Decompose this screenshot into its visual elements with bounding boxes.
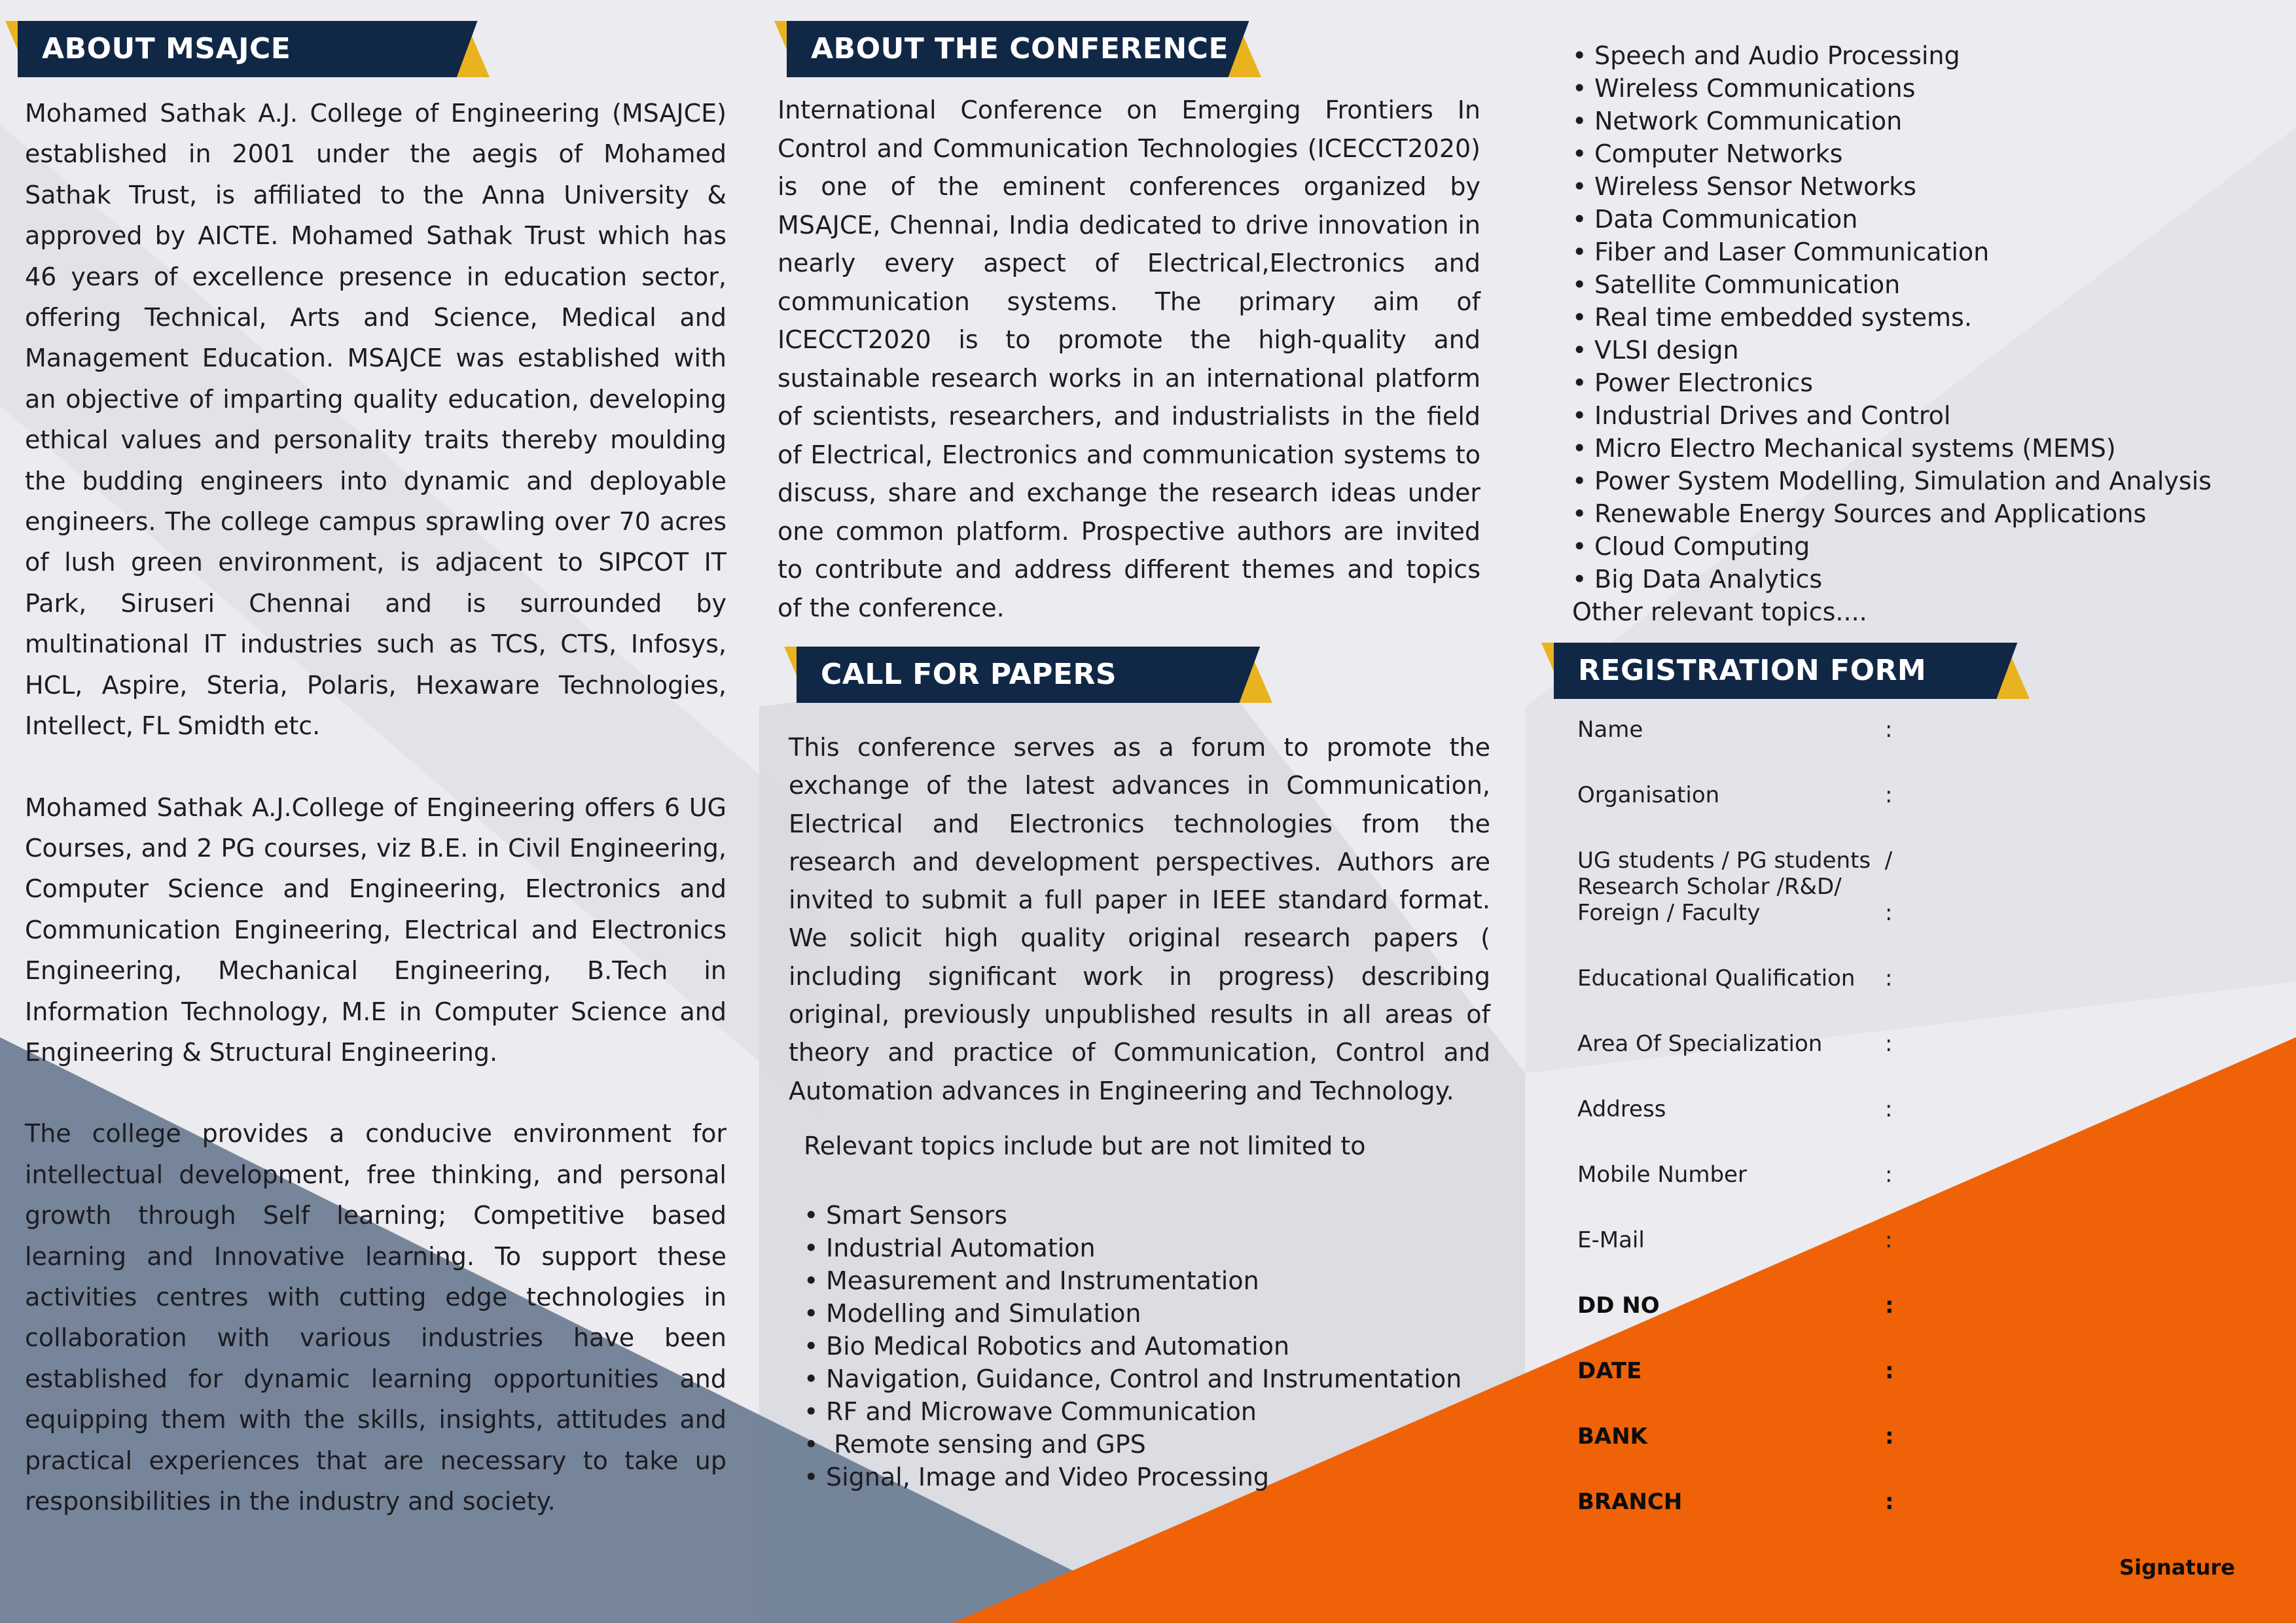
header-call-for-papers [784,647,1272,703]
more-topic-item-text: Cloud Computing [1594,532,1810,561]
form-field-colon: : [1885,1227,1893,1253]
more-topic-item [1572,530,2212,563]
bullet-icon: • [804,1234,819,1262]
form-field-label: BANK [1577,1423,1648,1450]
more-topic-item-text: VLSI design [1594,336,1739,365]
header-about-conference [774,21,1261,77]
cfp-topic-item [804,1264,1462,1297]
form-field-colon: : [1885,717,1893,743]
about-msajce-paragraph-3: The college provides a conducive environment for intellectual development, free thinking, and personal growth through Self learning; Competitive based learning and Innovative learning. To support these activities centres with cutting edge technologies in collaboration with various industries have been established for dynamic learning opportunities and equipping them with the skills, insights, attitudes and practical experiences that are necessary to take up responsibilities in the industry and society. [25,1119,726,1516]
more-topic-item [1572,432,2212,465]
more-topic-item-text: Speech and Audio Processing [1594,41,1960,70]
form-field-colon: : [1885,900,1893,926]
header-about-msajce [5,21,490,77]
cfp-topic-item-text: RF and Microwave Communication [826,1397,1257,1426]
bullet-icon: • [1572,172,1587,201]
form-field-colon: : [1885,1162,1893,1188]
more-topic-item-text: Micro Electro Mechanical systems (MEMS) [1594,434,2116,463]
more-topic-item [1572,268,2212,301]
bullet-icon: • [804,1397,819,1426]
form-field-label: BRANCH [1577,1489,1683,1515]
more-topic-item [1572,203,2212,236]
call-for-papers-paragraph: This conference serves as a forum to promote the exchange of the latest advances in Communication, Electrical and Electronics technologies from the research and development perspectives. Authors are invited to submit a full paper in IEEE standard format. We solicit high quality original research papers ( including significant work in progress) describing original, previously unpublished results in all areas of theory and practice of Communication, Control and Automation advances in Engineering and Technology. [789,733,1490,1105]
header-registration-form-label: REGISTRATION FORM [1578,654,1927,687]
more-topic-item [1572,39,2212,72]
other-relevant-topics: Other relevant topics.... [1572,597,1867,626]
cfp-topic-item-text: Modelling and Simulation [826,1299,1141,1328]
bullet-icon: • [1572,565,1587,594]
header-call-for-papers-label: CALL FOR PAPERS [821,658,1117,691]
bullet-icon: • [1572,336,1587,365]
cfp-topic-item-text: Measurement and Instrumentation [826,1266,1259,1295]
form-field-colon: : [1885,1489,1894,1515]
form-field-colon: : [1885,1358,1894,1384]
form-field-colon: : [1885,1293,1894,1319]
more-topic-item [1572,301,2212,334]
form-field-label: Address [1577,1096,1666,1122]
bullet-icon: • [804,1201,819,1230]
bullet-icon: • [1572,434,1587,463]
bullet-icon: • [1572,41,1587,70]
cfp-topic-item [804,1297,1462,1330]
bullet-icon: • [1572,467,1587,495]
bullet-icon: • [1572,532,1587,561]
more-topic-item-text: Data Communication [1594,205,1858,234]
header-about-conference-label: ABOUT THE CONFERENCE [811,32,1229,65]
bullet-icon: • [1572,401,1587,430]
form-field-label: Name [1577,717,1643,743]
cfp-topic-item-text: Signal, Image and Video Processing [826,1463,1270,1491]
cfp-topic-item-text: Navigation, Guidance, Control and Instrumentation [826,1364,1462,1393]
bullet-icon: • [804,1299,819,1328]
about-msajce-paragraph-1: Mohamed Sathak A.J. College of Engineering (MSAJCE) established in 2001 under the aegis of Mohamed Sathak Trust, is affiliated to the Anna University & approved by AICTE. Mohamed Sathak Trust which has 46 years of excellence presence in education sector, offering Technical, Arts and Science, Medical and Management Education. MSAJCE was established with an objective of imparting quality education, developing ethical values and personality traits thereby moulding the budding engineers into dynamic and deployable engineers. The college campus sprawling over 70 acres of lush green environment, is adjacent to SIPCOT IT Park, Siruseri Chennai and is surrounded by multinational IT industries such as TCS, CTS, Infosys, HCL, Aspire, Steria, Polaris, Hexaware Technologies, Intellect, FL Smidth etc. [25,99,726,741]
form-field-colon: : [1885,782,1893,808]
bullet-icon: • [804,1332,819,1361]
more-topic-list [1572,39,2212,596]
more-topic-item-text: Wireless Sensor Networks [1594,172,1916,201]
bullet-icon: • [1572,368,1587,397]
more-topic-item-text: Industrial Drives and Control [1594,401,1951,430]
bullet-icon: • [804,1430,819,1459]
form-field-label: DATE [1577,1358,1642,1384]
cfp-topic-item-text: Bio Medical Robotics and Automation [826,1332,1290,1361]
cfp-topic-item [804,1461,1462,1493]
form-field-label: UG students / PG students / Research Scholar /R&D/ Foreign / Faculty [1577,847,1893,926]
about-msajce-paragraph-2: Mohamed Sathak A.J.College of Engineering offers 6 UG Courses, and 2 PG courses, viz B.E. in Civil Engineering, Computer Science and Engineering, Electronics and Communication Engineering, Electrical and Electronics Engineering, Mechanical Engineering, B.Tech in Information Technology, M.E in Computer Science and Engineering & Structural Engineering. [25,793,726,1067]
bullet-icon: • [1572,499,1587,528]
more-topic-item-text: Renewable Energy Sources and Applications [1594,499,2147,528]
more-topic-item [1572,563,2212,596]
signature-label: Signature [2119,1555,2235,1580]
call-for-papers-text [789,728,1490,1110]
form-field-label: Mobile Number [1577,1162,1747,1188]
more-topic-item [1572,497,2212,530]
more-topic-item [1572,334,2212,366]
cfp-topic-item [804,1199,1462,1232]
form-field-colon: : [1885,1031,1893,1057]
cfp-topic-item [804,1232,1462,1264]
cfp-topic-item-text: Smart Sensors [826,1201,1008,1230]
more-topic-item-text: Wireless Communications [1594,74,1916,103]
form-field-colon: : [1885,1423,1894,1450]
form-field-colon: : [1885,1096,1893,1122]
more-topic-item [1572,72,2212,105]
cfp-topic-item [804,1395,1462,1428]
bullet-icon: • [1572,139,1587,168]
more-topic-item [1572,137,2212,170]
about-msajce-text [25,93,726,1522]
header-registration-form [1541,643,2030,699]
more-topic-item [1572,366,2212,399]
more-topic-item-text: Real time embedded systems. [1594,303,1972,332]
more-topic-item [1572,399,2212,432]
bullet-icon: • [1572,270,1587,299]
about-conference-paragraph: International Conference on Emerging Frontiers In Control and Communication Technologies (ICECCT2020) is one of the eminent conferences organized by MSAJCE, Chennai, India dedicated to drive innovation in nearly every aspect of Electrical,Electronics and communication systems. The primary aim of ICECCT2020 is to promote the high-quality and sustainable research works in an international platform of scientists, researchers, and industrialists in the field of Electrical, Electronics and communication systems to discuss, share and exchange the research ideas under one common platform. Prospective authors are invited to contribute and address different themes and topics of the conference. [778,96,1480,622]
form-field-label: Organisation [1577,782,1720,808]
more-topic-item-text: Computer Networks [1594,139,1843,168]
more-topic-item [1572,465,2212,497]
form-field-label: Area Of Specialization [1577,1031,1823,1057]
cfp-topic-item [804,1363,1462,1395]
cfp-topic-item-text: Remote sensing and GPS [826,1430,1146,1459]
form-field-label: E-Mail [1577,1227,1645,1253]
form-field-label: DD NO [1577,1293,1660,1319]
cfp-topic-item-text: Industrial Automation [826,1234,1096,1262]
more-topic-item [1572,170,2212,203]
relevant-topics-intro: Relevant topics include but are not limited to [804,1132,1366,1160]
bullet-icon: • [804,1364,819,1393]
cfp-topic-list [804,1199,1462,1493]
cfp-topic-item [804,1428,1462,1461]
bullet-icon: • [804,1463,819,1491]
bullet-icon: • [1572,238,1587,266]
bullet-icon: • [1572,107,1587,135]
more-topic-item [1572,236,2212,268]
bullet-icon: • [1572,303,1587,332]
more-topic-item-text: Power System Modelling, Simulation and Analysis [1594,467,2212,495]
bullet-icon: • [804,1266,819,1295]
more-topic-item-text: Big Data Analytics [1594,565,1823,594]
form-field-label: Educational Qualification [1577,965,1856,991]
form-field-colon: : [1885,965,1893,991]
bullet-icon: • [1572,74,1587,103]
more-topic-item-text: Power Electronics [1594,368,1814,397]
more-topic-item-text: Satellite Communication [1594,270,1901,299]
more-topic-item [1572,105,2212,137]
header-about-msajce-label: ABOUT MSAJCE [42,32,291,65]
bullet-icon: • [1572,205,1587,234]
more-topic-item-text: Fiber and Laser Communication [1594,238,1990,266]
about-conference-text [778,91,1480,627]
cfp-topic-item [804,1330,1462,1363]
more-topic-item-text: Network Communication [1594,107,1903,135]
